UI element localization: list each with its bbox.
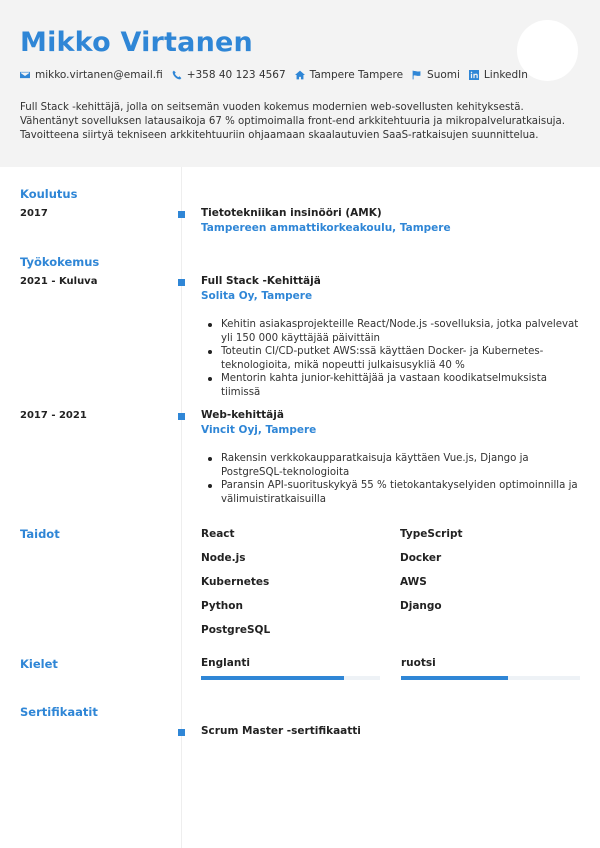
timeline-marker <box>178 413 185 420</box>
home-icon <box>295 70 305 80</box>
contact-linkedin-text: LinkedIn <box>483 69 528 81</box>
job-date: 2017 - 2021 <box>20 410 87 421</box>
language-level-bar <box>201 676 380 680</box>
language-level-bar <box>401 676 580 680</box>
phone-icon <box>172 70 182 80</box>
envelope-icon <box>20 70 30 80</box>
education-school: Tampereen ammattikorkeakoulu, Tampere <box>201 222 451 234</box>
contact-phone-text: +358 40 123 4567 <box>186 69 286 81</box>
language-name: ruotsi <box>401 657 436 669</box>
job-company: Vincit Oyj, Tampere <box>201 424 317 436</box>
section-title-certificates: Sertifikaatit <box>20 705 98 719</box>
contact-linkedin[interactable] <box>469 69 528 81</box>
job-achievements <box>221 318 581 399</box>
job-company: Solita Oy, Tampere <box>201 290 313 302</box>
education-date: 2017 <box>20 208 48 219</box>
job-date: 2021 - Kuluva <box>20 276 98 287</box>
contact-location-text: Tampere Tampere <box>309 69 404 81</box>
contact-country-text: Suomi <box>427 69 460 81</box>
skill-item: Django <box>400 600 442 612</box>
skill-item: PostgreSQL <box>201 624 271 636</box>
skill-item: TypeScript <box>400 528 463 540</box>
achievement-item: Rakensin verkkokaupparatkaisuja käyttäen Vue.js, Django ja PostgreSQL-teknologioita <box>221 452 581 479</box>
skill-item: AWS <box>400 576 427 588</box>
timeline-marker <box>178 211 185 218</box>
achievement-item: Mentorin kahta junior-kehittäjää ja vastaan koodikatselmuksista tiimissä <box>221 372 581 399</box>
section-title-experience: Työkokemus <box>20 255 100 269</box>
flag-icon <box>412 70 422 80</box>
linkedin-icon <box>469 70 479 80</box>
timeline-marker <box>178 729 185 736</box>
contact-phone[interactable] <box>172 69 286 81</box>
candidate-name: Mikko Virtanen <box>20 27 253 58</box>
header <box>0 0 600 167</box>
job-achievements <box>221 452 581 506</box>
achievement-item: Paransin API-suorituskykyä 55 % tietokantakyselyiden optimoinnilla ja välimuistiratkaisuilla <box>221 479 581 506</box>
education-degree: Tietotekniikan insinööri (AMK) <box>201 207 382 219</box>
job-title: Web-kehittäjä <box>201 409 284 421</box>
skill-item: Kubernetes <box>201 576 270 588</box>
language-name: Englanti <box>201 657 250 669</box>
skill-item: Docker <box>400 552 442 564</box>
contact-email-text: mikko.virtanen@email.fi <box>35 69 163 81</box>
profile-summary: Full Stack -kehittäjä, jolla on seitsemän vuoden kokemus modernien web-sovellusten kehityksestä. Vähentänyt sovelluksen latausaikoja 67 % optimoimalla front-end arkkitehtuuria ja mikropalveluratkaisuja. Tavoitteena siirtyä tekniseen arkkitehtuuriin ohjaamaan skaalautuvien SaaS-ratkaisujen suunnittelua. <box>20 102 565 141</box>
language-level-fill <box>401 676 508 680</box>
skill-item: Python <box>201 600 243 612</box>
achievement-item: Kehitin asiakasprojekteille React/Node.js -sovelluksia, jotka palvelevat yli 150 000 käyttäjää päivittäin <box>221 318 581 345</box>
language-level-fill <box>201 676 344 680</box>
job-title: Full Stack -Kehittäjä <box>201 275 321 287</box>
certificate-item: Scrum Master -sertifikaatti <box>201 725 361 737</box>
section-title-skills: Taidot <box>20 527 60 541</box>
achievement-item: Toteutin CI/CD-putket AWS:ssä käyttäen Docker- ja Kubernetes-teknologioita, mikä nopeutti julkaisusykliä 40 % <box>221 345 581 372</box>
contact-email[interactable] <box>20 69 163 81</box>
section-title-education: Koulutus <box>20 187 78 201</box>
timeline-marker <box>178 279 185 286</box>
section-title-languages: Kielet <box>20 657 58 671</box>
contact-list <box>20 69 537 81</box>
contact-country <box>412 69 460 81</box>
skill-item: Node.js <box>201 552 246 564</box>
contact-location <box>295 69 403 81</box>
skill-item: React <box>201 528 235 540</box>
timeline-divider <box>181 167 182 848</box>
